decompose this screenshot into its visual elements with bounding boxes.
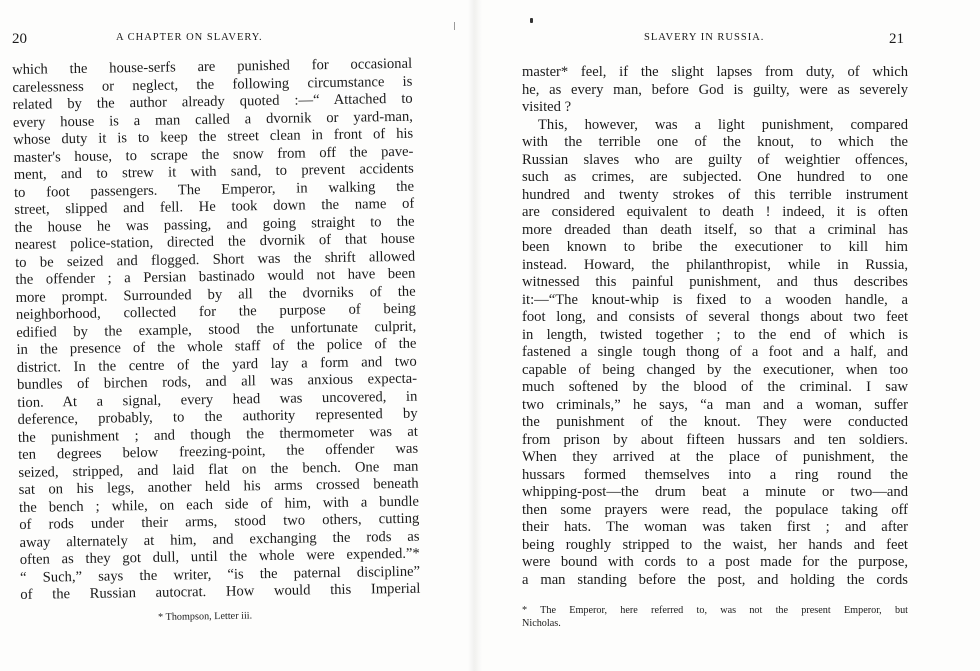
- text-line: were bound with cords to a post made for the purpose,: [522, 554, 908, 570]
- text-line: it:—“The knout-whip is fixed to a wooden handle, a: [522, 291, 908, 308]
- footnote-line: * Thompson, Letter iii.: [158, 610, 253, 623]
- left-page-number: 20: [12, 31, 27, 47]
- text-line: “ Such,” says the writer, “is the paternal discipline”: [19, 563, 421, 586]
- text-line: This, however, was a light punishment, compared: [538, 116, 908, 133]
- text-line: of the Russian autocrat. How would this Imperial: [20, 580, 421, 603]
- text-line: fastened a single tough thong of a foot and a half, and: [522, 344, 908, 360]
- text-line: witnessed this painful punishment, and thus describes: [522, 274, 908, 290]
- right-page-number: 21: [889, 31, 904, 47]
- text-line: then some prayers were read, the populace taking off: [522, 501, 908, 518]
- text-line: with the terrible one of the knout, to which the: [522, 134, 908, 150]
- text-line: seized, stripped, and laid flat on the bench. One man: [18, 458, 419, 481]
- text-line: master* feel, if the slight lapses from duty, of which: [522, 64, 908, 80]
- text-line: instead. Howard, the philanthropist, while in Russia,: [522, 256, 908, 273]
- text-line: which the house-serfs are punished for occasional: [12, 55, 413, 78]
- text-line: visited ?: [522, 99, 572, 115]
- text-line: two criminals,” he says, “a man and a woman, suffer: [522, 396, 908, 413]
- text-line: district. In the centre of the yard lay a form and two: [16, 353, 417, 376]
- right-page: [480, 0, 980, 671]
- text-line: tion. At a signal, every head was uncovered, in: [17, 388, 418, 411]
- text-line: to be seized and flogged. Short was the shrift allowed: [15, 248, 416, 271]
- text-line: the punishment of the knout. They were conducted: [522, 414, 908, 430]
- text-line: away alternately at him, and exchanging the rods as: [19, 528, 420, 551]
- text-line: from prison by about fifteen hussars and ten soldiers.: [522, 431, 908, 448]
- text-line: ment, and to strew it with sand, to prevent accidents: [13, 160, 414, 183]
- text-line: Russian slaves who are guilty of weightier offences,: [522, 151, 908, 168]
- text-line: are considered equivalent to death ! indeed, it is often: [522, 204, 908, 220]
- text-line: nearest police-station, directed the dvornik of that house: [14, 230, 415, 253]
- text-line: carelessness or neglect, the following circumstance is: [12, 73, 413, 96]
- text-line: whose duty it is to keep the street clean in front of his: [13, 125, 414, 148]
- text-line: in the presence of the whole staff of the police of the: [16, 335, 417, 358]
- left-footnote: [158, 610, 252, 624]
- text-line: often as they got dull, until the whole were expended.”*: [19, 545, 420, 568]
- footnote-line: * The Emperor, here referred to, was not the present Emperor, but: [522, 605, 908, 616]
- text-line: deference, probably, to the authority represented by: [17, 405, 418, 428]
- left-running-head: A CHAPTER ON SLAVERY.: [116, 32, 263, 43]
- footnote-line: Nicholas.: [522, 618, 561, 629]
- left-page-body: [12, 56, 420, 605]
- text-line: a man standing before the post, and holding the cords: [522, 571, 908, 588]
- text-line: he, as every man, before God is guilty, were as severely: [522, 81, 908, 98]
- right-page-body: [522, 64, 908, 589]
- text-line: to foot passengers. The Emperor, in walking the: [13, 178, 415, 201]
- text-line: more prompt. Surrounded by all the dvorniks of the: [15, 283, 416, 306]
- text-line: ten degrees below freezing-point, the offender was: [18, 440, 419, 463]
- text-line: of rods under their arms, stood two others, cutting: [19, 510, 420, 533]
- text-line: such as crimes, are subjected. One hundred to one: [522, 169, 908, 185]
- text-line: related by the author already quoted :—“ Attached to: [12, 90, 413, 113]
- text-line: been known to bribe the executioner to kill him: [522, 239, 908, 255]
- text-line: being roughly stripped to the waist, her hands and feet: [522, 536, 908, 553]
- right-footnote: [522, 604, 908, 630]
- text-line: whipping-post—the drum beat a minute or two—and: [522, 484, 908, 500]
- text-line: the offender ; a Persian bastinado would not have been: [15, 265, 416, 288]
- text-line: hussars formed themselves into a ring round the: [522, 466, 908, 483]
- text-line: in length, twisted together ; to the end of which is: [522, 326, 908, 343]
- text-line: street, slipped and fell. He took down the name of: [14, 195, 415, 218]
- right-running-head: SLAVERY IN RUSSIA.: [644, 32, 765, 43]
- text-line: the bench ; while, on each side of him, with a bundle: [18, 493, 420, 516]
- text-line: foot long, and consists of several thongs about two feet: [522, 309, 908, 325]
- text-line: edified by the example, stood the unfortunate culprit,: [16, 318, 417, 341]
- text-line: the house he was passing, and going straight to the: [14, 213, 415, 236]
- text-line: their hats. The woman was taken first ; and after: [522, 519, 908, 535]
- text-line: bundles of birchen rods, and all was anxious expecta-: [16, 370, 418, 393]
- text-line: the punishment ; and though the thermometer was at: [17, 423, 418, 446]
- text-line: sat on his legs, another held his arms crossed beneath: [18, 475, 419, 498]
- text-line: When they arrived at the place of punishment, the: [522, 449, 908, 465]
- text-line: much softened by the blood of the criminal. I saw: [522, 379, 908, 395]
- text-line: capable of being changed by the executioner, when too: [522, 361, 908, 378]
- left-page: [0, 0, 470, 671]
- text-line: every house is a man called a dvornik or yard-man,: [12, 108, 414, 131]
- text-line: master's house, to scrape the snow from off the pave-: [13, 143, 414, 166]
- text-line: hundred and twenty strokes of this terrible instrument: [522, 186, 908, 203]
- text-line: more dreaded than death itself, so that a criminal has: [522, 221, 908, 238]
- text-line: neighborhood, collected for the purpose of being: [15, 300, 417, 323]
